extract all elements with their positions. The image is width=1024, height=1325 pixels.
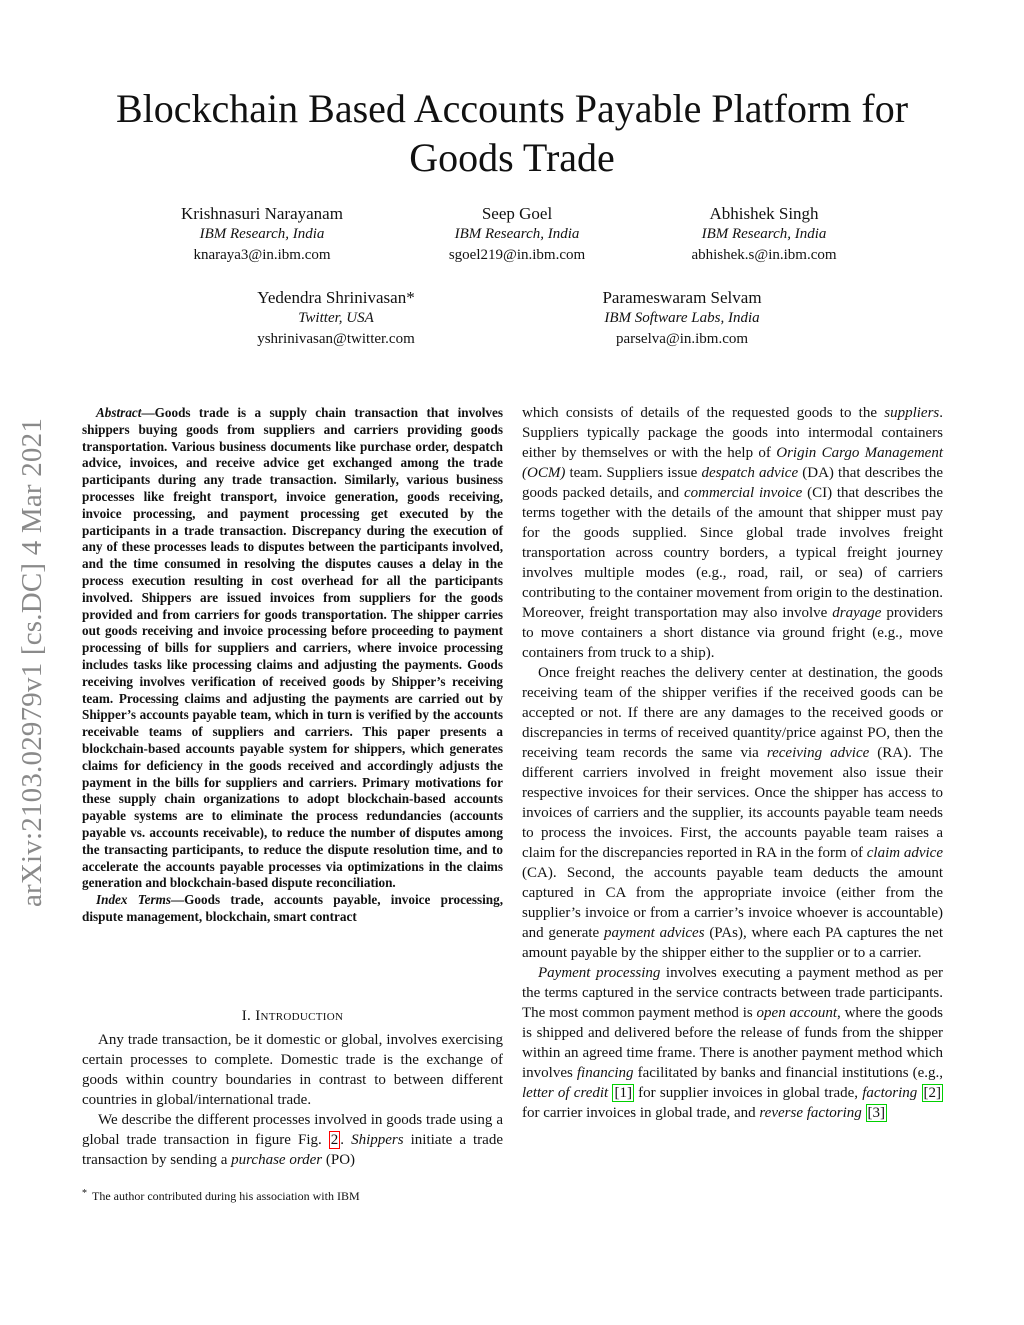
author-affiliation: IBM Research, India [199,226,325,242]
abstract [82,405,503,926]
arxiv-id-text: arXiv:2103.02979v1 [cs.DC] 4 Mar 2021 [16,417,49,907]
author-block [604,203,924,265]
author-block [176,287,496,349]
citation-link[interactable]: [1] [614,1085,632,1101]
footnote-mark: * [82,1188,87,1199]
abstract-paragraph [82,405,503,892]
footnote [82,1186,503,1204]
intro-column [82,1030,503,1170]
author-block [522,287,842,349]
section-title: Introduction [255,1008,344,1024]
section-heading [82,1008,503,1025]
body-paragraph: Payment processing involves executing a payment method as per the terms captured in the service contracts between trade participants. The most common payment method is open account, where the goods is shipped and delivered before the release of funds from the shipper within an agreed time frame. There is another payment method which involves financing facilitated by banks and financial institutions (e.g., letter of credit [1] for supplier invoices in global trade, factoring [2] for carrier invoices in global trade, and reverse factoring [3] [522,965,944,1121]
paper-title: Blockchain Based Accounts Payable Platform for Goods Trade [115,86,909,180]
index-terms-text: —Goods trade, accounts payable, invoice processing, dispute management, blockchain, smart contract [82,892,503,924]
citation-link[interactable]: [3] [867,1105,885,1121]
section-number: I. [241,1008,252,1024]
author-email: sgoel219@in.ibm.com [448,247,586,263]
author-email: yshrinivasan@twitter.com [257,331,415,347]
arxiv-side-stamp [0,362,66,962]
citation-link[interactable]: [2] [923,1085,941,1101]
author-email: abhishek.s@in.ibm.com [691,247,837,263]
index-terms [82,892,503,926]
body-paragraph: which consists of details of the requested goods to the suppliers. Suppliers typically package the goods into intermodal containers either by themselves or with the help of Origin Cargo Management (OCM) team. Suppliers issue despatch advice (DA) that describes the goods packed details, and commercial invoice (CI) that describes the terms together with the details of the amount that shipper must pay for the goods supplied. Since global trade involves freight transportation across country borders, a typical freight journey involves multiple modes (e.g., road, rail, or sea) of carriers contributing to the container movement from origin to the destination. Moreover, freight transportation may also involve drayage providers to move containers a short distance via ground fright (e.g., move containers from truck to a ship). [522,405,944,661]
intro-paragraph: Any trade transaction, be it domestic or global, involves exercising certain processes to complete. Domestic trade is the exchange of goods within country boundaries in contrast to between different countries in global/international trade. [82,1032,503,1108]
author-name: Abhishek Singh [709,204,819,223]
author-email: knaraya3@in.ibm.com [193,247,331,263]
author-name: Parameswaram Selvam [602,288,762,307]
author-name: Seep Goel [481,204,553,223]
author-affiliation: IBM Software Labs, India [604,310,760,326]
footnote-text: The author contributed during his association with IBM [92,1189,360,1203]
index-terms-label: Index Terms [96,892,171,908]
author-affiliation: IBM Research, India [454,226,580,242]
author-name: Yedendra Shrinivasan* [257,288,415,307]
author-email: parselva@in.ibm.com [615,331,749,347]
author-name: Krishnasuri Narayanam [181,204,343,223]
right-column [522,403,943,1123]
body-paragraph: Once freight reaches the delivery center at destination, the goods receiving team of the shipper verifies if the received goods can be accepted or not. If there are any damages to the received goods or discrepancies in terms of received quantity/price against PO, then the receiving team records the same via receiving advice (RA). The different carriers involved in freight movement also issue their respective invoices for their services. Once the shipper has access to invoices of carriers and the supplier, its accounts payable team needs to process the invoices. First, the accounts payable team raises a claim for the discrepancies reported in RA in the form of claim advice (CA). Second, the accounts payable team deducts the amount captured in CA from the appropriate invoice (either from the supplier’s invoice or from a carrier’s invoice whoever is accountable) and generate payment advices (PAs), where each PA captures the net amount payable by the shipper either to the supplier or to a carrier. [522,665,943,961]
intro-paragraph: We describe the different processes involved in goods trade using a global trade transaction in figure Fig. 2 . Shippers initiate a trade transaction by sending a purchase order (PO) [82,1112,503,1168]
author-affiliation: Twitter, USA [298,310,374,326]
figure-ref-link[interactable]: 2 [330,1132,339,1148]
abstract-text: —Goods trade is a supply chain transaction that involves shippers buying goods from suppliers and carriers providing goods transportation. Various business documents like purchase order, despatch advice, invoices, and receive advice get exchanged among the trade participants during any trade transaction. Similarly, various business processes like freight transport, invoice generation, goods receiving, invoice processing, and payment processing get executed by the participants in a trade transaction. Discrepancy during the execution of any of these processes leads to disputes between the participants involved, and the time consumed in resolving the disputes causes a delay in the process execution resulting in cost overhead for all the participants involved. Shippers are issued invoices from suppliers for the goods provided and from carriers for goods transportation. The shipper carries out goods receiving and invoice processing before proceeding to payment processing of bills for suppliers and carriers, where invoice processing includes tasks like processing claims and adjusting the payments. Goods receiving involves verification of received goods by Shipper’s receiving team. Processing claims and adjusting the payments are carried out by Shipper’s accounts payable team, which in turn is verified by the accounts receivable teams of suppliers and carriers. This paper presents a blockchain-based accounts payable system for shippers, which generates claims for deficiency in the goods received and accordingly adjusts the payment in the bills for suppliers and carriers. Primary motivations for these supply chain organizations to adopt blockchain-based accounts payable systems are to eliminate the process redundancies (accounts payable vs. accounts receivable), to reduce the number of disputes among the transacting participants, to reduce the dispute resolution time, and to accelerate the accounts payable processes via optimizations in the claims generation and blockchain-based dispute reconciliation. [82,405,503,891]
author-affiliation: IBM Research, India [701,226,827,242]
abstract-label: Abstract [96,405,142,420]
